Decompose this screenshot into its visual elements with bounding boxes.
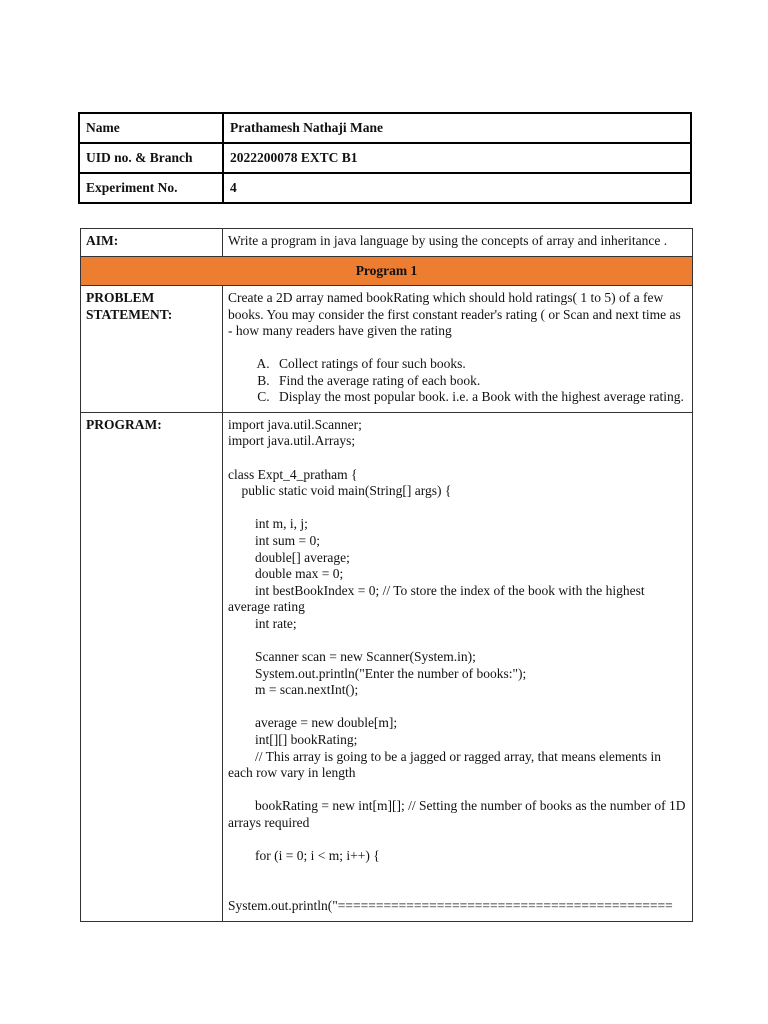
aim-row <box>81 229 693 257</box>
student-info-table <box>78 112 692 204</box>
info-value: 2022200078 EXTC B1 <box>223 143 691 173</box>
code-line <box>228 782 687 799</box>
problem-item: A. Collect ratings of four such books. <box>273 356 687 373</box>
aim-label: AIM: <box>81 229 223 257</box>
program-code <box>223 412 693 921</box>
info-label: UID no. & Branch <box>79 143 223 173</box>
code-line <box>228 632 687 649</box>
code-line: average = new double[m]; <box>228 715 398 731</box>
program-header-row <box>81 256 693 286</box>
code-line <box>228 832 687 849</box>
problem-label-line: PROBLEM <box>86 290 155 306</box>
code-line: for (i = 0; i < m; i++) { <box>228 848 380 864</box>
info-row-uid <box>79 143 691 173</box>
program-label: PROGRAM: <box>81 412 223 921</box>
info-row-name <box>79 113 691 143</box>
code-line: int m, i, j; <box>228 516 308 532</box>
code-line <box>228 881 687 898</box>
info-row-experiment <box>79 173 691 203</box>
aim-text: Write a program in java language by using the concepts of array and inheritance . <box>223 229 693 257</box>
info-value: 4 <box>223 173 691 203</box>
code-line: int[][] bookRating; <box>228 732 358 748</box>
info-label: Name <box>79 113 223 143</box>
problem-label-line: STATEMENT: <box>86 306 173 322</box>
code-line: System.out.println("Enter the number of books:"); <box>228 665 527 681</box>
problem-item: B. Find the average rating of each book. <box>273 373 687 390</box>
code-line: double[] average; <box>228 549 350 565</box>
code-line <box>228 699 687 716</box>
experiment-table <box>80 228 693 922</box>
code-line <box>228 450 687 467</box>
code-line <box>228 865 687 882</box>
code-line: bookRating = new int[m][]; // Setting the number of books as the number of 1D arrays required <box>228 798 689 830</box>
code-line: int rate; <box>228 615 297 631</box>
problem-item: C. Display the most popular book. i.e. a Book with the highest average rating. <box>273 389 687 406</box>
problem-statement <box>223 286 693 413</box>
problem-row <box>81 286 693 413</box>
code-line: m = scan.nextInt(); <box>228 682 359 698</box>
problem-text: Create a 2D array named bookRating which should hold ratings( 1 to 5) of a few books. You may consider the first constant reader's rating ( or Scan and next time as - how many readers have given the rating <box>228 290 681 339</box>
code-line: import java.util.Arrays; <box>228 433 356 449</box>
code-line <box>228 500 687 517</box>
code-line: Scanner scan = new Scanner(System.in); <box>228 649 476 665</box>
code-line: // This array is going to be a jagged or ragged array, that means elements in each row vary in length <box>228 748 665 781</box>
program-row <box>81 412 693 921</box>
code-line: int bestBookIndex = 0; // To store the index of the book with the highest average rating <box>228 582 648 615</box>
code-line: double max = 0; <box>228 566 344 582</box>
info-value: Prathamesh Nathaji Mane <box>223 113 691 143</box>
problem-items <box>228 356 687 406</box>
code-line: System.out.println("============================================ <box>228 897 673 913</box>
code-line: class Expt_4_pratham { <box>228 466 358 482</box>
info-label: Experiment No. <box>79 173 223 203</box>
code-line: int sum = 0; <box>228 532 320 548</box>
program-header: Program 1 <box>81 256 693 286</box>
code-line: import java.util.Scanner; <box>228 416 362 432</box>
code-line: public static void main(String[] args) { <box>228 483 452 499</box>
problem-label <box>81 286 223 413</box>
